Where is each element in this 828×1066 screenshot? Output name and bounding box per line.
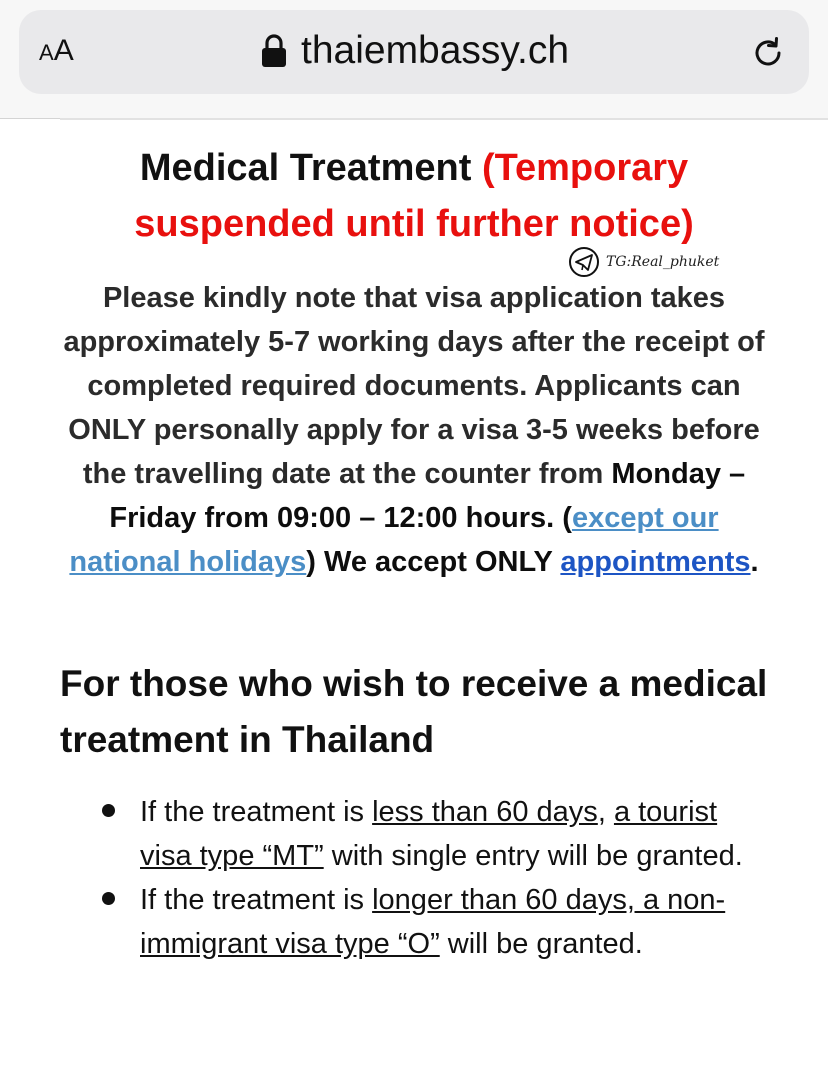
bullet-text: If the treatment is <box>140 884 373 916</box>
section-heading: For those who wish to receive a medical treatment in Thailand <box>60 663 768 760</box>
telegram-icon <box>568 246 600 278</box>
bullet-dot <box>102 804 115 817</box>
bullet-underlined: a tourist visa type “MT” <box>140 796 718 872</box>
bullet-text: with single entry will be granted. <box>323 840 743 872</box>
bullet-text: will be granted. <box>439 928 643 960</box>
bullet-text: , <box>597 796 614 828</box>
notice-text-3: ) We accept ONLY <box>306 546 561 578</box>
text-size-big-glyph: A <box>53 34 74 67</box>
watermark <box>568 245 719 279</box>
browser-toolbar <box>0 0 828 119</box>
appointments-link[interactable]: appointments <box>560 546 751 578</box>
notice-text-1: Please kindly note that visa application takes approximately 5-7 working days after the receipt of completed required documents. Applicants can ONLY personally apply for a visa 3-5 weeks before the travelling date at the counter from <box>63 282 765 490</box>
title-text: Medical Treatment <box>139 147 482 189</box>
lock-icon <box>260 34 288 68</box>
list-item <box>60 790 768 878</box>
bullet-underlined: longer than 60 days, a non-immigrant visa type “O” <box>140 884 726 960</box>
reload-icon[interactable] <box>749 34 787 72</box>
bullet-dot <box>102 892 115 905</box>
bullet-underlined: less than 60 days <box>372 796 598 828</box>
suspended-notice: (Temporary suspended until further notice) <box>134 147 694 245</box>
text-size-button[interactable] <box>39 36 74 71</box>
address-bar[interactable] <box>19 10 809 94</box>
text-size-small-glyph: A <box>39 40 54 65</box>
page-title <box>60 140 768 252</box>
page-content <box>60 140 768 966</box>
notice-hours: Monday – Friday from 09:00 – 12:00 hours. ( <box>109 458 746 534</box>
list-item <box>60 878 768 966</box>
bullet-text: If the treatment is <box>140 796 373 828</box>
national-holidays-link[interactable]: except our national holidays <box>69 502 719 578</box>
visa-notice <box>56 276 772 584</box>
treatment-list <box>60 790 768 966</box>
watermark-text: TG:Real_phuket <box>606 254 720 270</box>
url-domain[interactable]: thaiembassy.ch <box>301 29 570 72</box>
notice-text-4: . <box>750 546 759 578</box>
divider <box>60 118 828 120</box>
